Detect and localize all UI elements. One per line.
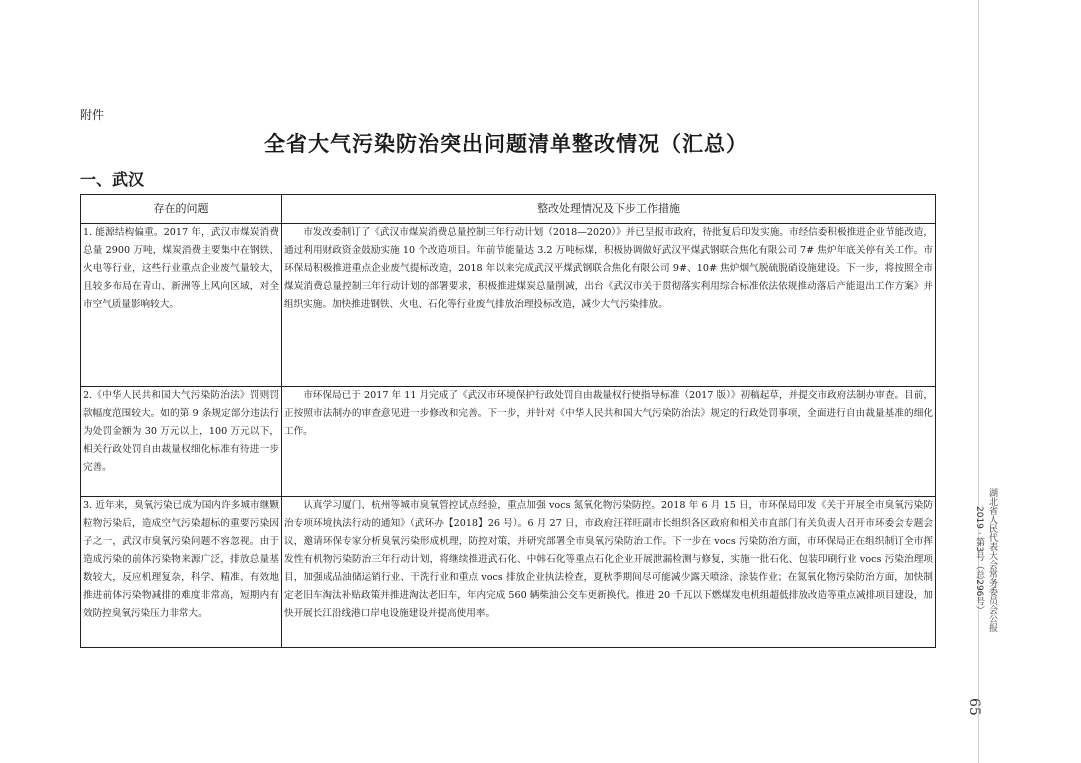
- problem-cell: 3. 近年来，臭氧污染已成为国内许多城市继颗粒物污染后，造成空气污染超标的重要污染因子之一，武汉市臭氧污染问题不容忽视。由于造成污染的前体污染物来源广泛，排放总量基数较大，反应机理复杂，科学、精准、有效地推进前体污染物减排的难度非常高，短期内有效防控臭氧污染压力非常大。: [81, 497, 282, 648]
- publication-sidebar: [958, 488, 998, 632]
- document-title: 全省大气污染防治突出问题清单整改情况（汇总）: [264, 132, 748, 156]
- rectification-table: [80, 194, 936, 648]
- table-row: [81, 224, 936, 387]
- issue-label: 2019 · 第3号（总296号）: [974, 505, 984, 615]
- publication-name: 湖北省人民代表大会常务委员会公报: [987, 488, 997, 632]
- column-header-problem: 存在的问题: [81, 195, 282, 224]
- section-heading: 一、武汉: [80, 170, 145, 189]
- table-row: [81, 497, 936, 648]
- measure-cell: 认真学习厦门、杭州等城市臭氧管控试点经验，重点加强 vocs 氮氧化物污染防控。2018 年 6 月 15 日，市环保局印发《关于开展全市臭氧污染防治专项环境执法行动的通知》（武环办【2018】26 号）。6 月 27 日，市政府汪祥旺副市长组织各区政府和相关市直部门有关负责人召开市环委会专题会议，邀请环保专家分析臭氧污染形成机理，防控对策，并研究部署全市臭氧污染防治工作。下一步在 vocs 污染防治方面，市环保局正在组织制订全市挥发性有机物污染防治三年行动计划，将继续推进武石化、中韩石化等重点石化企业开展泄漏检测与修复，实施一批石化、包装印刷行业 vocs 污染治理项目，加强成品油储运销行业、干洗行业和重点 vocs 排放企业执法检查，夏秋季期间尽可能减少露天喷涂、涂装作业；在氮氧化物污染防治方面，加快制定老旧车淘汰补贴政策并推进淘汰老旧车，年内完成 560 辆柴油公交车更新换代。推进 20 千瓦以下燃煤发电机组超低排放改造等重点减排项目建设，加快开展长江沿线港口岸电设施建设并提高使用率。: [282, 497, 936, 648]
- attachment-label: 附件: [80, 108, 105, 122]
- table-header-row: [81, 195, 936, 224]
- measure-cell: 市发改委制订了《武汉市煤炭消费总量控制三年行动计划（2018—2020）》并已呈报市政府，待批复后印发实施。市经信委积极推进企业节能改造，通过利用财政资金鼓励实施 10 个改造项目。年前节能量达 3.2 万吨标煤，积极协调做好武汉平煤武钢联合焦化有限公司 7# 焦炉年底关停有关工作。市环保局积极推进重点企业废气提标改造，2018 年以来完成武汉平煤武钢联合焦化有限公司 9#、10# 焦炉烟气脱硫脱硝设施建设。下一步，将按照全市煤炭消费总量控制三年行动计划的部署要求，积极推进煤炭总量削减，出台《武汉市关于贯彻落实利用综合标准依法依规推动落后产能退出工作方案》并组织实施。加快推进钢铁、火电、石化等行业废气排放治理投标改造，减少大气污染排放。: [282, 224, 936, 387]
- table-row: [81, 387, 936, 497]
- page-number: 65: [966, 698, 982, 716]
- measure-cell: 市环保局已于 2017 年 11 月完成了《武汉市环境保护行政处罚自由裁量权行使指导标准（2017 版）》初稿起草，并提交市政府法制办审查。目前，正按照市法制办的审查意见进一步修改和完善。下一步，并针对《中华人民共和国大气污染防治法》规定的行政处罚事项，全面进行自由裁量基准的细化工作。: [282, 387, 936, 497]
- problem-cell: 1. 能源结构偏重。2017 年，武汉市煤炭消费总量 2900 万吨，煤炭消费主要集中在钢铁、火电等行业，这些行业重点企业废气量较大，且较多布局在青山、新洲等上风向区域，对全市空气质量影响较大。: [81, 224, 282, 387]
- column-header-measures: 整改处理情况及下步工作措施: [282, 195, 936, 224]
- problem-cell: 2.《中华人民共和国大气污染防治法》罚则罚款幅度范围较大。如的第 9 条规定部分违法行为处罚金额为 30 万元以上，100 万元以下，相关行政处罚自由裁量权细化标准有待进一步完善。: [81, 387, 282, 497]
- margin-divider: [978, 0, 979, 763]
